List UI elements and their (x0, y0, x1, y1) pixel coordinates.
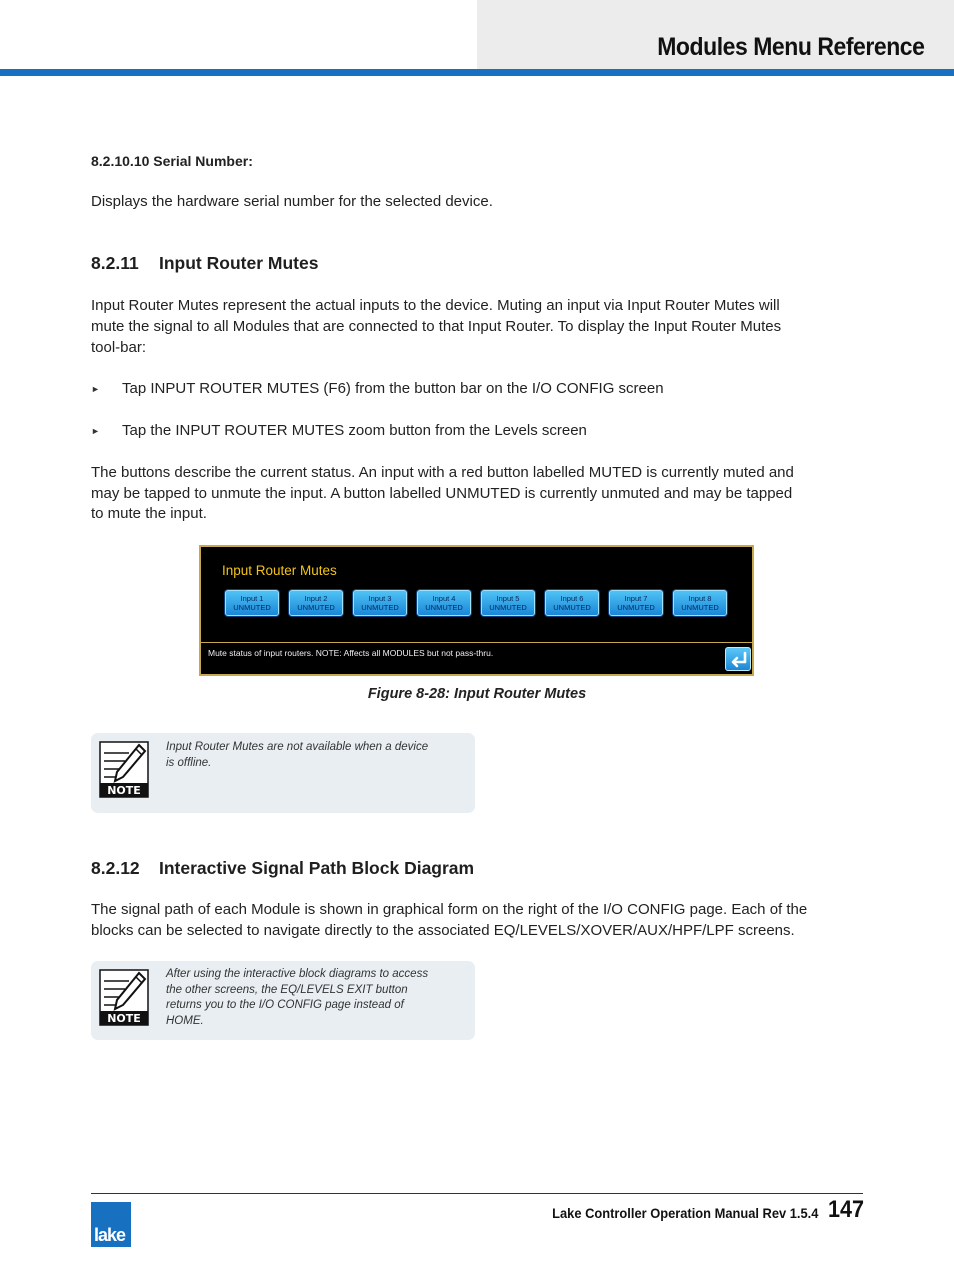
note-text (166, 967, 471, 1029)
signal-path-line-1: The signal path of each Module is shown in graphical form on the right of the I/O CONFIG page. Each of the (91, 901, 808, 918)
note-icon (99, 969, 149, 1026)
status-line-1: The buttons describe the current status. An input with a red button labelled MUTED is currently muted and (91, 464, 794, 481)
input-5-mute-button[interactable] (481, 590, 535, 616)
serial-number-body: Displays the hardware serial number for the selected device. (91, 193, 493, 210)
note-line: returns you to the I/O CONFIG page instead of (166, 999, 404, 1011)
bullet-arrow-icon: ► (91, 426, 100, 436)
figure-caption: Figure 8-28: Input Router Mutes (367, 686, 587, 702)
note-line: HOME. (166, 1014, 204, 1027)
button-state: UNMUTED (681, 602, 719, 612)
section-title: Interactive Signal Path Block Diagram (159, 858, 475, 878)
signal-path-line-2: blocks can be selected to navigate directly to the associated EQ/LEVELS/XOVER/AUX/HPF/LPF screens. (91, 922, 795, 939)
note-box-offline (91, 733, 475, 813)
status-line-3: to mute the input. (91, 505, 207, 522)
intro-line-3: tool-bar: (91, 339, 147, 356)
page-title: Modules Menu Reference (656, 33, 924, 61)
button-input-name: Input 7 (624, 594, 648, 603)
page-number: 147 (827, 1196, 864, 1223)
button-input-name: Input 2 (304, 594, 328, 603)
note-line: After using the interactive block diagrams to access (166, 968, 429, 980)
footer-divider (91, 1193, 863, 1194)
note-text (166, 740, 471, 771)
bullet-item-2: Tap the INPUT ROUTER MUTES zoom button from the Levels screen (122, 422, 587, 439)
button-input-name: Input 6 (560, 594, 584, 603)
input-2-mute-button[interactable] (289, 590, 343, 616)
bullet-item-1: Tap INPUT ROUTER MUTES (F6) from the button bar on the I/O CONFIG screen (122, 380, 664, 397)
panel-divider (201, 642, 752, 643)
note-box-exit-button (91, 961, 475, 1040)
note-line: is offline. (166, 756, 212, 769)
manual-title: Lake Controller Operation Manual Rev 1.5.4 (551, 1205, 818, 1221)
button-state: UNMUTED (617, 602, 655, 612)
input-6-mute-button[interactable] (545, 590, 599, 616)
return-button[interactable] (725, 647, 751, 671)
svg-text:NOTE: NOTE (107, 1012, 141, 1025)
button-input-name: Input 3 (368, 594, 392, 603)
button-state: UNMUTED (489, 602, 527, 612)
input-router-mutes-heading (91, 253, 318, 274)
bullet-arrow-icon: ► (91, 384, 100, 394)
note-icon (99, 741, 149, 798)
button-input-name: Input 1 (240, 594, 264, 603)
input-router-mutes-panel (199, 545, 754, 676)
note-line: Input Router Mutes are not available when a device (166, 741, 429, 753)
button-state: UNMUTED (297, 602, 335, 612)
note-line: the other screens, the EQ/LEVELS EXIT button (166, 983, 408, 996)
button-input-name: Input 8 (688, 594, 712, 603)
intro-line-1: Input Router Mutes represent the actual inputs to the device. Muting an input via Input Router Mutes will (91, 297, 780, 314)
header-accent-bar (0, 69, 954, 76)
status-line-2: may be tapped to unmute the input. A button labelled UNMUTED is currently unmuted and may be tapped (91, 485, 793, 502)
button-state: UNMUTED (425, 602, 463, 612)
button-input-name: Input 5 (496, 594, 520, 603)
svg-text:NOTE: NOTE (107, 784, 141, 797)
button-state: UNMUTED (361, 602, 399, 612)
button-state: UNMUTED (233, 602, 271, 612)
serial-number-heading: 8.2.10.10 Serial Number: (91, 153, 253, 169)
panel-status-text: Mute status of input routers. NOTE: Affects all MODULES but not pass-thru. (208, 648, 494, 658)
input-4-mute-button[interactable] (417, 590, 471, 616)
section-number: 8.2.11 (91, 253, 139, 273)
section-title: Input Router Mutes (159, 253, 319, 273)
signal-path-heading (91, 858, 474, 879)
intro-line-2: mute the signal to all Modules that are connected to that Input Router. To display the Input Router Mutes (91, 318, 782, 335)
button-input-name: Input 4 (432, 594, 456, 603)
input-7-mute-button[interactable] (609, 590, 663, 616)
input-8-mute-button[interactable] (673, 590, 727, 616)
logo-text: lake (94, 1225, 126, 1245)
return-arrow-icon (726, 648, 752, 672)
input-3-mute-button[interactable] (353, 590, 407, 616)
input-1-mute-button[interactable] (225, 590, 279, 616)
section-number: 8.2.12 (91, 858, 140, 878)
panel-title: Input Router Mutes (222, 563, 337, 578)
button-state: UNMUTED (553, 602, 591, 612)
lake-logo (91, 1202, 131, 1247)
